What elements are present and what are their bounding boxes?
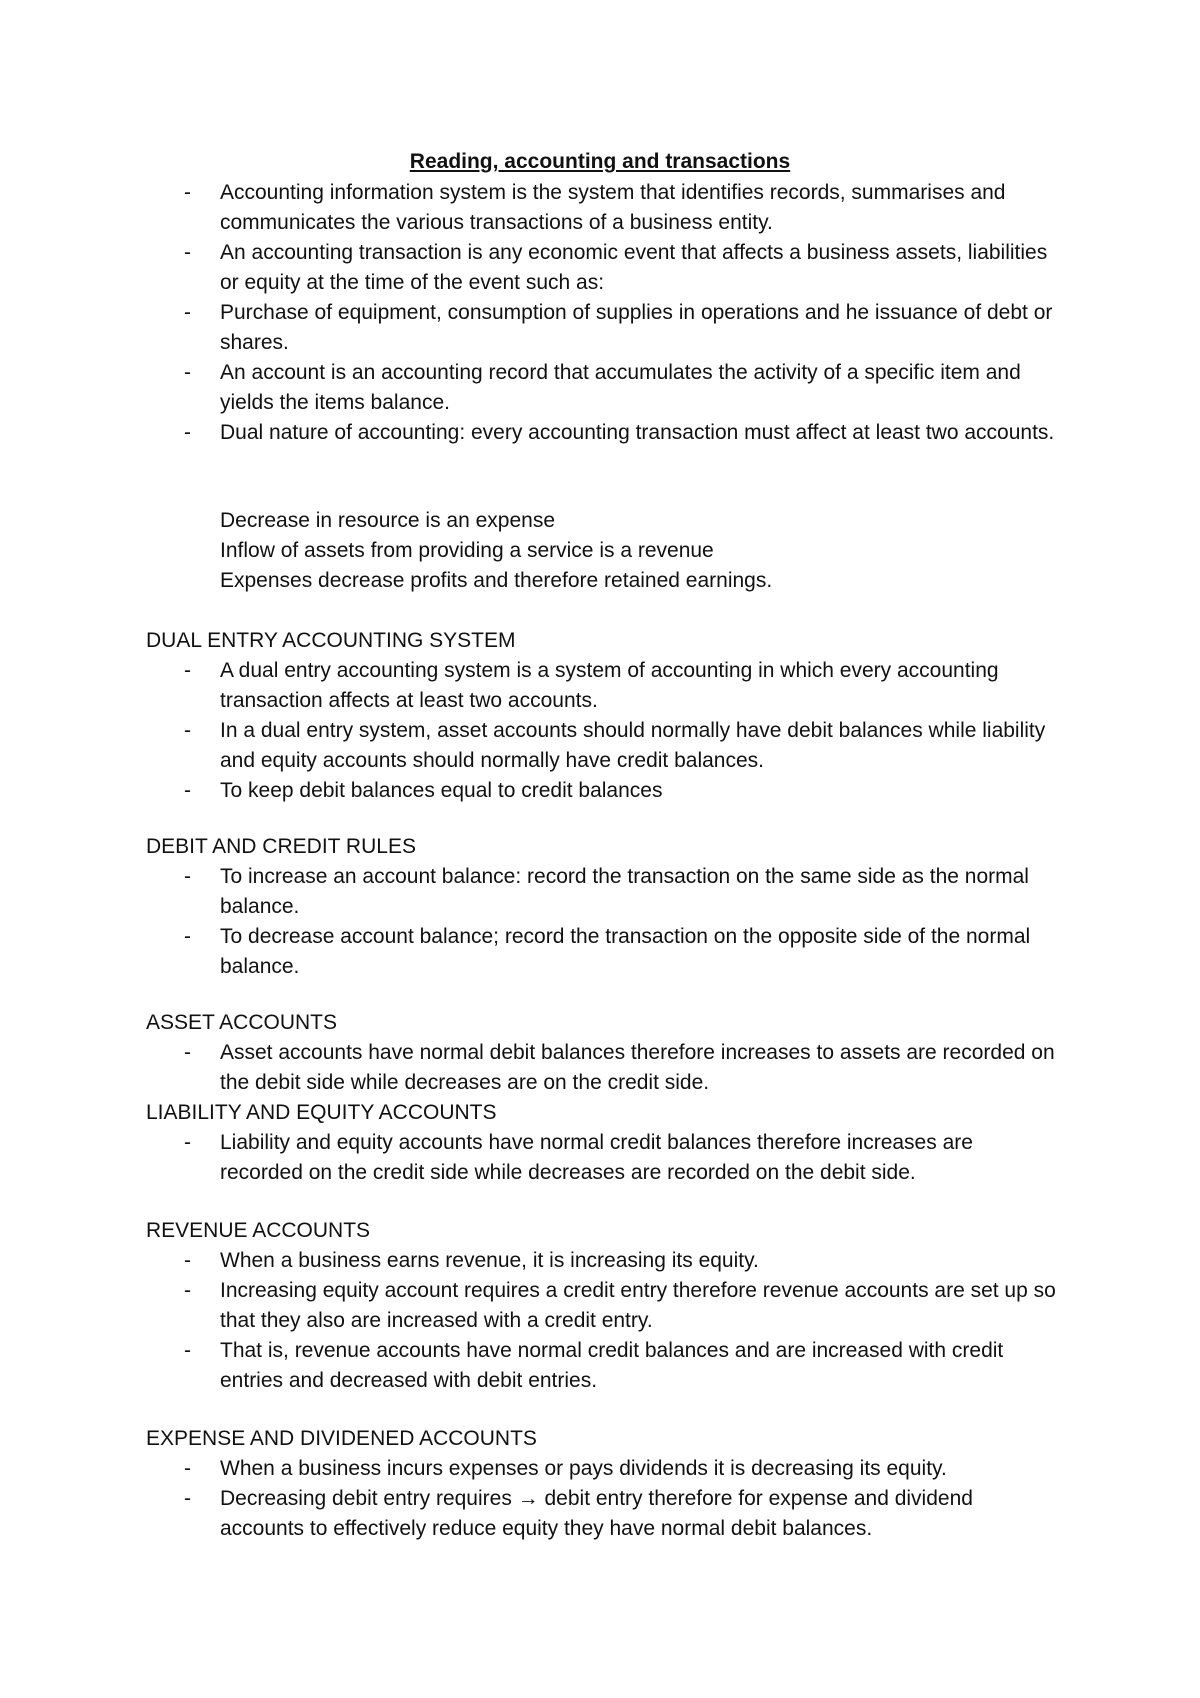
bullet-dash: - — [184, 1131, 191, 1154]
section-expense-dividend-accounts — [0, 1424, 1200, 1544]
section-heading: LIABILITY AND EQUITY ACCOUNTS — [146, 1101, 497, 1124]
bullet-dash: - — [184, 719, 191, 742]
list-item: - In a dual entry system, asset accounts should normally have debit balances while liability and equity accounts should normally have credit balances. — [0, 716, 1200, 776]
list-item: - Increasing equity account requires a credit entry therefore revenue accounts are set up so that they also are increased with a credit entry. — [0, 1276, 1200, 1336]
list-item: - To increase an account balance: record the transaction on the same side as the normal balance. — [0, 862, 1200, 922]
bullet-dash: - — [184, 659, 191, 682]
bullet-dash: - — [184, 301, 191, 324]
bullet-dash: - — [184, 241, 191, 264]
bullet-dash: - — [184, 1249, 191, 1272]
section-heading: DEBIT AND CREDIT RULES — [146, 835, 416, 858]
list-item: - A dual entry accounting system is a system of accounting in which every accounting transaction affects at least two accounts. — [0, 656, 1200, 716]
list-item: - Accounting information system is the system that identifies records, summarises and communicates the various transactions of a business entity. — [0, 178, 1200, 238]
bullet-dash: - — [184, 1457, 191, 1480]
bullet-dash: - — [184, 181, 191, 204]
bullet-dash: - — [184, 1041, 191, 1064]
note-line: Inflow of assets from providing a service is a revenue — [220, 539, 714, 562]
bullet-dash: - — [184, 1279, 191, 1302]
list-item: - Asset accounts have normal debit balances therefore increases to assets are recorded on the debit side while decreases are on the credit side. — [0, 1038, 1200, 1098]
note-line: Expenses decrease profits and therefore retained earnings. — [220, 569, 773, 592]
list-item: - To decrease account balance; record the transaction on the opposite side of the normal balance. — [0, 922, 1200, 982]
list-item: - Decreasing debit entry requires → debit entry therefore for expense and dividend accounts to effectively reduce equity they have normal debit balances. — [0, 1484, 1200, 1544]
section-liability-equity-accounts — [0, 1098, 1200, 1188]
bullet-dash: - — [184, 1487, 191, 1510]
notes-block — [0, 506, 1200, 596]
section-revenue-accounts — [0, 1216, 1200, 1396]
section-debit-credit-rules — [0, 832, 1200, 982]
section-heading: REVENUE ACCOUNTS — [146, 1219, 371, 1242]
list-item: - An account is an accounting record that accumulates the activity of a specific item and yields the items balance. — [0, 358, 1200, 418]
bullet-dash: - — [184, 865, 191, 888]
list-item: - Liability and equity accounts have normal credit balances therefore increases are recorded on the credit side while decreases are recorded on the debit side. — [0, 1128, 1200, 1188]
list-item: - When a business incurs expenses or pays dividends it is decreasing its equity. — [0, 1454, 1200, 1484]
section-asset-accounts — [0, 1008, 1200, 1098]
list-item: - Dual nature of accounting: every accounting transaction must affect at least two accounts. — [0, 418, 1200, 448]
intro-list — [0, 178, 1200, 448]
bullet-dash: - — [184, 1339, 191, 1362]
list-item: - Purchase of equipment, consumption of supplies in operations and he issuance of debt or shares. — [0, 298, 1200, 358]
bullet-dash: - — [184, 421, 191, 444]
list-item: - When a business earns revenue, it is increasing its equity. — [0, 1246, 1200, 1276]
section-dual-entry — [0, 626, 1200, 806]
bullet-dash: - — [184, 361, 191, 384]
list-item: - To keep debit balances equal to credit balances — [0, 776, 1200, 806]
section-heading: DUAL ENTRY ACCOUNTING SYSTEM — [146, 629, 516, 652]
bullet-dash: - — [184, 779, 191, 802]
document-title: Reading, accounting and transactions — [409, 150, 791, 173]
bullet-dash: - — [184, 925, 191, 948]
note-line: Decrease in resource is an expense — [220, 509, 556, 532]
list-item: - An accounting transaction is any economic event that affects a business assets, liabilities or equity at the time of the event such as: — [0, 238, 1200, 298]
section-heading: ASSET ACCOUNTS — [146, 1011, 337, 1034]
list-item: - That is, revenue accounts have normal credit balances and are increased with credit entries and decreased with debit entries. — [0, 1336, 1200, 1396]
section-heading: EXPENSE AND DIVIDENED ACCOUNTS — [146, 1427, 537, 1450]
